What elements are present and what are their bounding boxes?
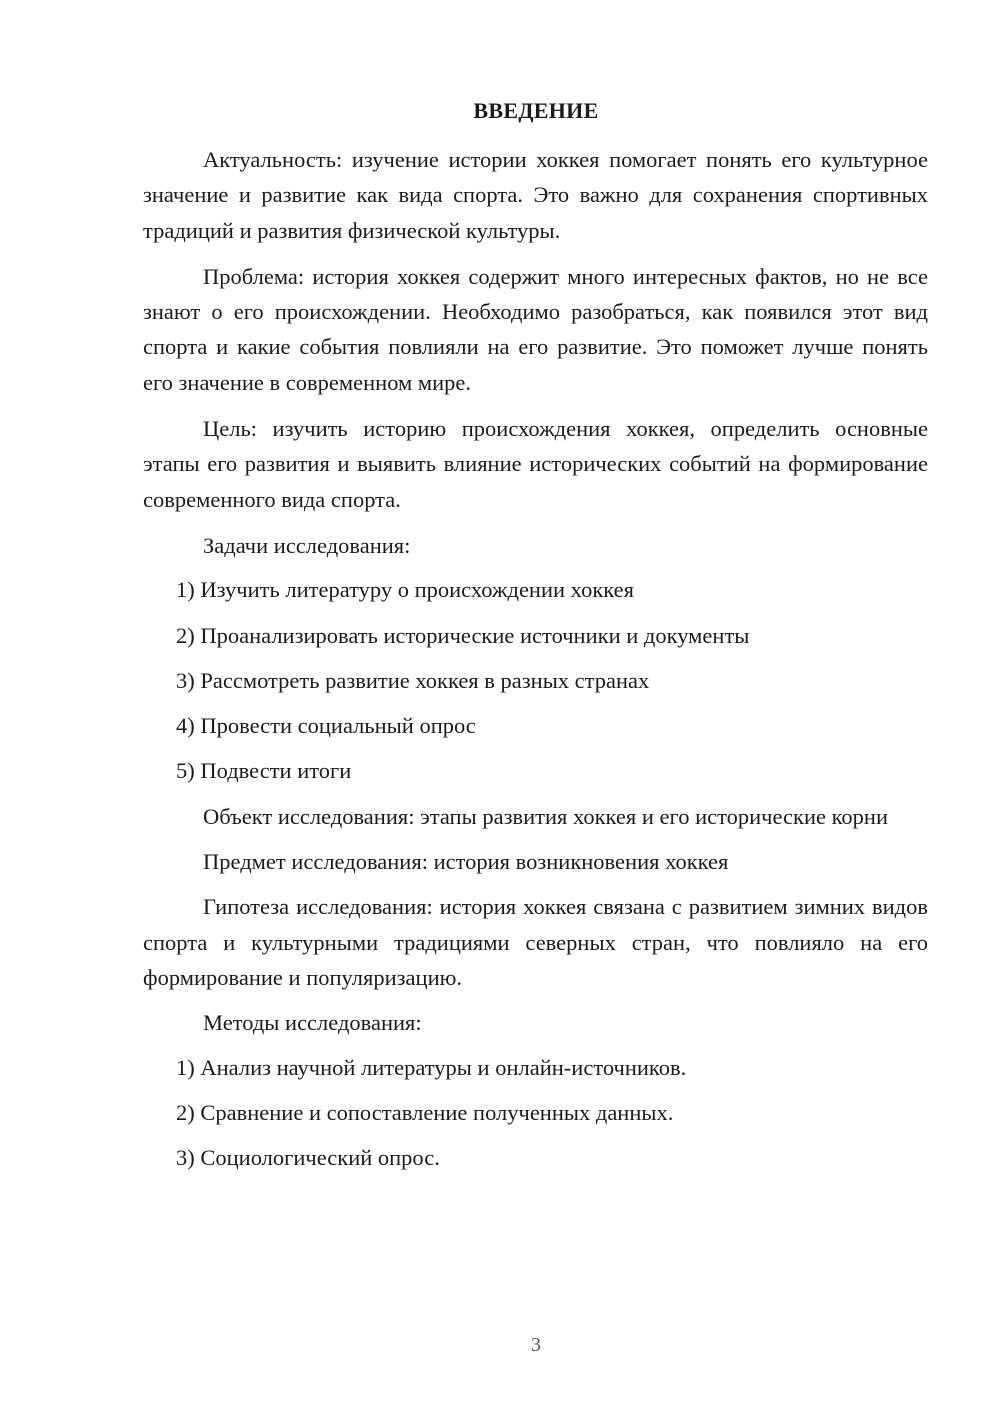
relevance-paragraph: Актуальность: изучение истории хоккея помогает понять его культурное значение и развитие как вида спорта. Это важно для сохранения спортивных традиций и развития физической культуры.: [143, 147, 928, 243]
subject-paragraph: Предмет исследования: история возникновения хоккея: [203, 849, 729, 875]
object-paragraph: Объект исследования: этапы развития хоккея и его исторические корни: [203, 803, 888, 829]
method-item: 3) Социологический опрос.: [176, 1145, 440, 1171]
task-item: 2) Проанализировать исторические источники и документы: [176, 622, 750, 648]
methods-title: Методы исследования:: [203, 1010, 422, 1036]
page-number: 3: [531, 1334, 541, 1356]
task-item: 3) Рассмотреть развитие хоккея в разных странах: [176, 667, 650, 693]
document-body: [143, 142, 928, 1175]
hypothesis-paragraph: Гипотеза исследования: история хоккея связана с развитием зимних видов спорта и культурными традициями северных стран, что повлияло на его формирование и популяризацию.: [143, 894, 928, 990]
problem-paragraph: Проблема: история хоккея содержит много интересных фактов, но не все знают о его происхождении. Необходимо разобраться, как появился этот вид спорта и какие события повлияли на его развитие. Это поможет лучше понять его значение в современном мире.: [143, 263, 928, 395]
tasks-title: Задачи исследования:: [203, 532, 411, 558]
task-item: 5) Подвести итоги: [176, 758, 352, 784]
page-title: ВВЕДЕНИЕ: [473, 98, 599, 123]
method-item: 1) Анализ научной литературы и онлайн-источников.: [176, 1054, 687, 1080]
method-item: 2) Сравнение и сопоставление полученных данных.: [176, 1099, 674, 1125]
goal-paragraph: Цель: изучить историю происхождения хоккея, определить основные этапы его развития и выявить влияние исторических событий на формирование современного вида спорта.: [143, 416, 928, 512]
task-item: 1) Изучить литературу о происхождении хоккея: [176, 577, 634, 603]
task-item: 4) Провести социальный опрос: [176, 713, 476, 739]
